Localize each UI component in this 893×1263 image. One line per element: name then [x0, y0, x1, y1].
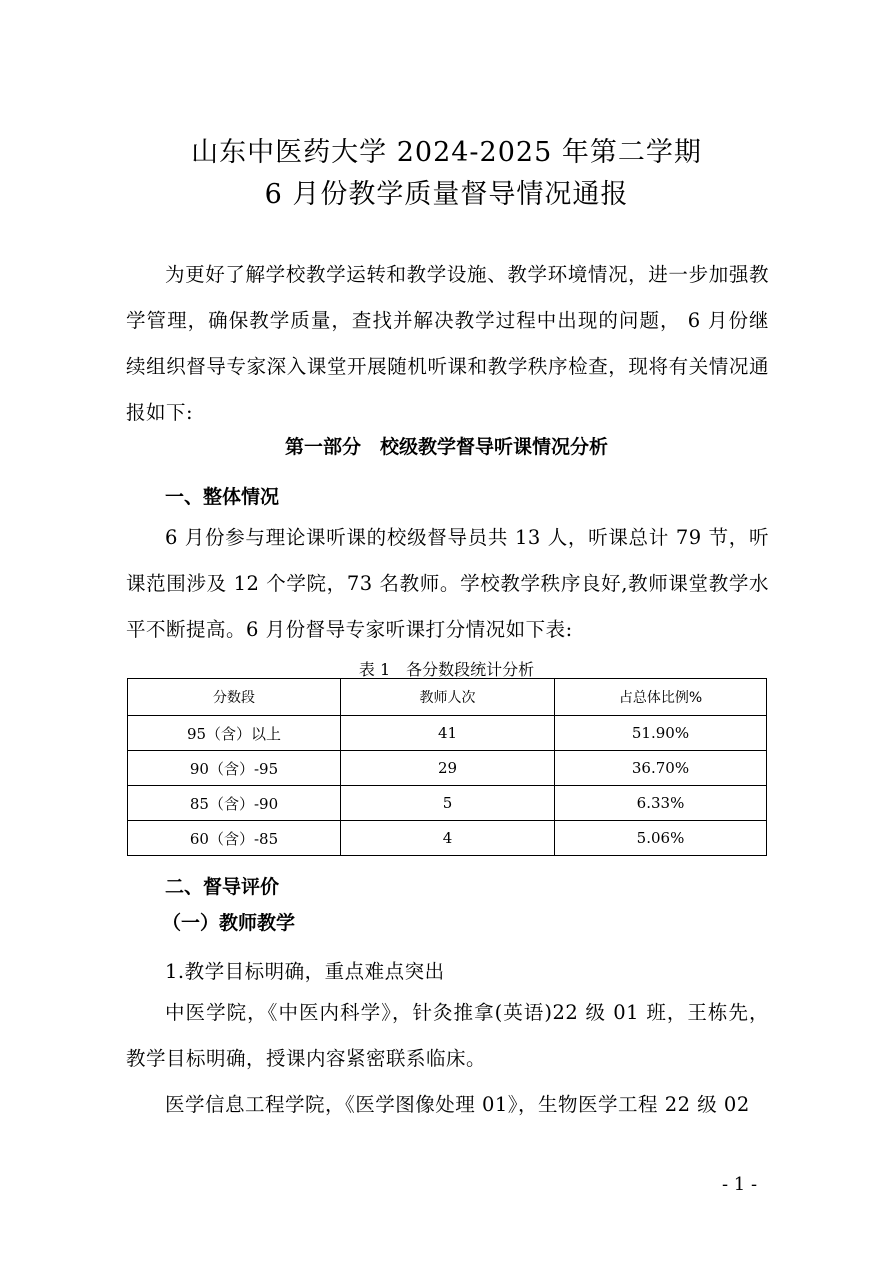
table-header-cell: 教师人次	[341, 679, 555, 716]
score-distribution-table	[127, 678, 767, 856]
table-cell: 41	[341, 716, 555, 751]
table-cell: 51.90%	[555, 716, 767, 751]
table-cell: 90（含）-95	[128, 751, 341, 786]
table-row	[128, 716, 767, 751]
document-title-line1: 山东中医药大学 2024-2025 年第二学期	[191, 137, 702, 168]
table-cell: 5	[341, 786, 555, 821]
table-header-row	[128, 679, 767, 716]
overall-paragraph: 6 月份参与理论课听课的校级督导员共 13 人，听课总计 79 节，听课范围涉及 12 个学院，73 名教师。学校教学秩序良好,教师课堂教学水平不断提高。6 月份督导专家听课打分情况如下表:	[126, 526, 769, 641]
evaluation-heading: 二、督导评价	[165, 876, 280, 898]
table-header-cell: 分数段	[128, 679, 341, 716]
intro-paragraph: 为更好了解学校教学运转和教学设施、教学环境情况，进一步加强教学管理，确保教学质量，查找并解决教学过程中出现的问题， 6 月份继续组织督导专家深入课堂开展随机听课和教学秩序检查，现将有关情况通报如下:	[126, 263, 769, 424]
table-cell: 60（含）-85	[128, 821, 341, 856]
table-caption: 表 1 各分数段统计分析	[358, 660, 535, 679]
table-row	[128, 751, 767, 786]
item1-paragraph-1: 中医学院，《中医内科学》，针灸推拿(英语)22 级 01 班，王栋先，教学目标明确，授课内容紧密联系临床。	[126, 1001, 769, 1070]
table-row	[128, 821, 767, 856]
item1-title: 1.教学目标明确，重点难点突出	[165, 960, 445, 983]
document-title-line2: 6 月份教学质量督导情况通报	[264, 179, 629, 210]
part1-heading: 第一部分 校级教学督导听课情况分析	[284, 436, 608, 458]
item1-paragraph-2: 医学信息工程学院，《医学图像处理 01》，生物医学工程 22 级 02	[165, 1093, 750, 1116]
table-header-cell: 占总体比例%	[555, 679, 767, 716]
table-row	[128, 786, 767, 821]
table-cell: 36.70%	[555, 751, 767, 786]
table-cell: 29	[341, 751, 555, 786]
table-cell: 4	[341, 821, 555, 856]
teaching-subheading: （一）教师教学	[162, 912, 296, 934]
page-number: - 1 -	[722, 1174, 758, 1195]
table-cell: 95（含）以上	[128, 716, 341, 751]
overall-heading: 一、整体情况	[165, 486, 280, 508]
table-cell: 85（含）-90	[128, 786, 341, 821]
table-cell: 6.33%	[555, 786, 767, 821]
table-cell: 5.06%	[555, 821, 767, 856]
